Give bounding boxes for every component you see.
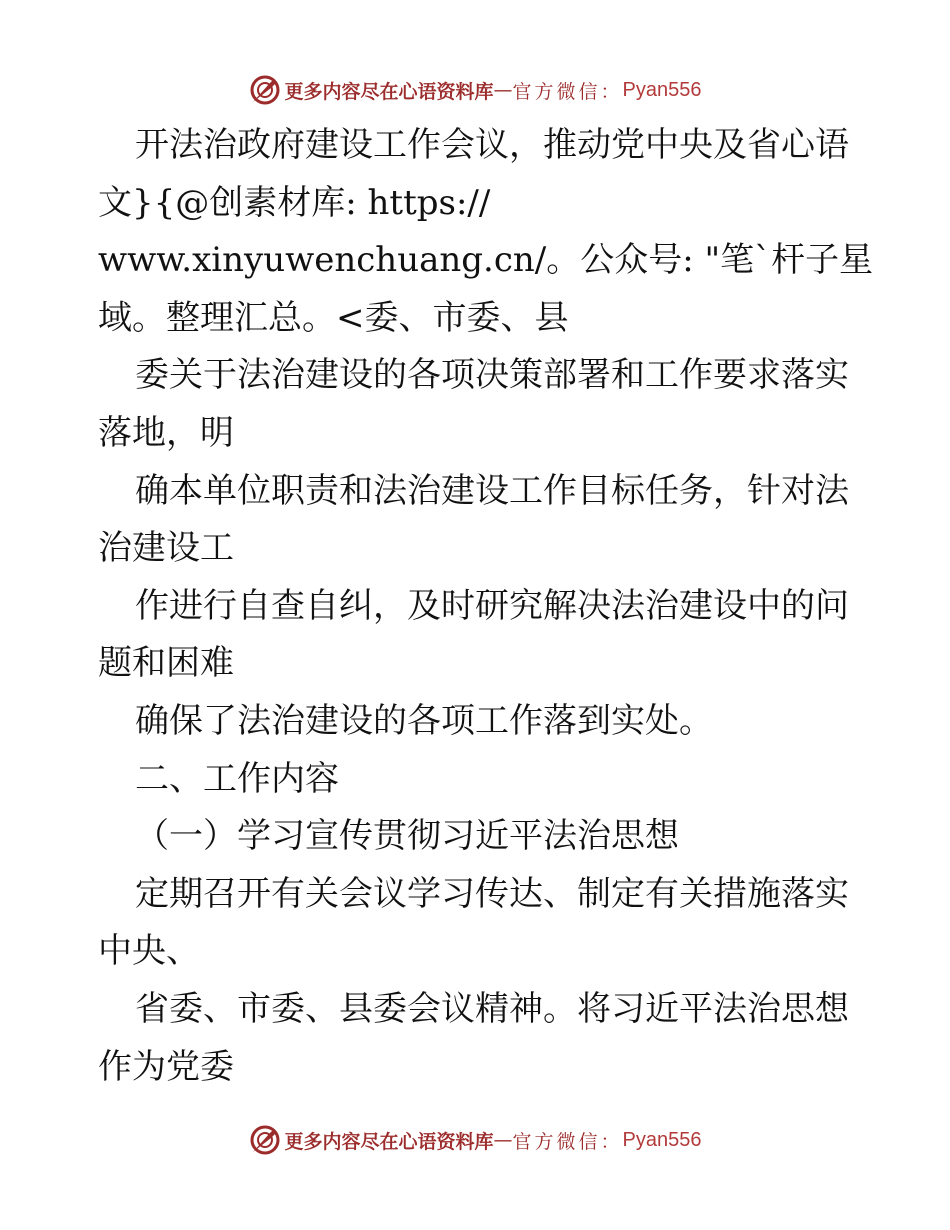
body-line: 确本单位职责和法治建设工作目标任务，针对法: [135, 470, 849, 511]
brush-logo-icon: [249, 1124, 281, 1156]
watermark-official-label: 官方微信：: [512, 80, 623, 103]
watermark-wechat-id: Pyan556: [622, 78, 702, 101]
body-line: 落地，明: [98, 412, 234, 453]
footer-watermark: [0, 1120, 950, 1160]
body-line: 委关于法治建设的各项决策部署和工作要求落实: [135, 355, 849, 396]
brush-logo-icon: [249, 74, 281, 106]
body-line: 确保了法治建设的各项工作落到实处。: [135, 700, 713, 741]
body-line: 中央、: [98, 931, 200, 972]
body-line: 省委、市委、县委会议精神。将习近平法治思想: [135, 988, 849, 1029]
body-line: 作为党委: [98, 1046, 234, 1087]
body-line: www.xinyuwenchuang.cn/。公众号: "笔`杆子星: [98, 240, 874, 281]
body-line: 文}{@创素材库: https://: [98, 182, 491, 223]
body-line: 治建设工: [98, 528, 234, 569]
watermark-wechat-id: Pyan556: [622, 1128, 702, 1151]
subsection-heading: （一）学习宣传贯彻习近平法治思想: [135, 816, 679, 857]
body-line: 域。整理汇总。<委、市委、县: [98, 297, 569, 338]
watermark-official-label: 官方微信：: [512, 1130, 623, 1153]
body-line: 开法治政府建设工作会议，推动党中央及省心语: [135, 125, 849, 165]
watermark-separator: —: [493, 79, 513, 101]
body-line: 作进行自查自纠，及时研究解决法治建设中的问: [135, 585, 849, 626]
watermark-brand-text: 更多内容尽在心语资料库: [284, 80, 494, 103]
document-body: [98, 117, 874, 1096]
watermark-separator: —: [493, 1129, 513, 1151]
section-heading: 二、工作内容: [135, 758, 339, 799]
body-line: 定期召开有关会议学习传达、制定有关措施落实: [135, 873, 849, 914]
body-line: 题和困难: [98, 643, 234, 684]
header-watermark: [0, 70, 950, 110]
watermark-brand-text: 更多内容尽在心语资料库: [284, 1130, 494, 1153]
